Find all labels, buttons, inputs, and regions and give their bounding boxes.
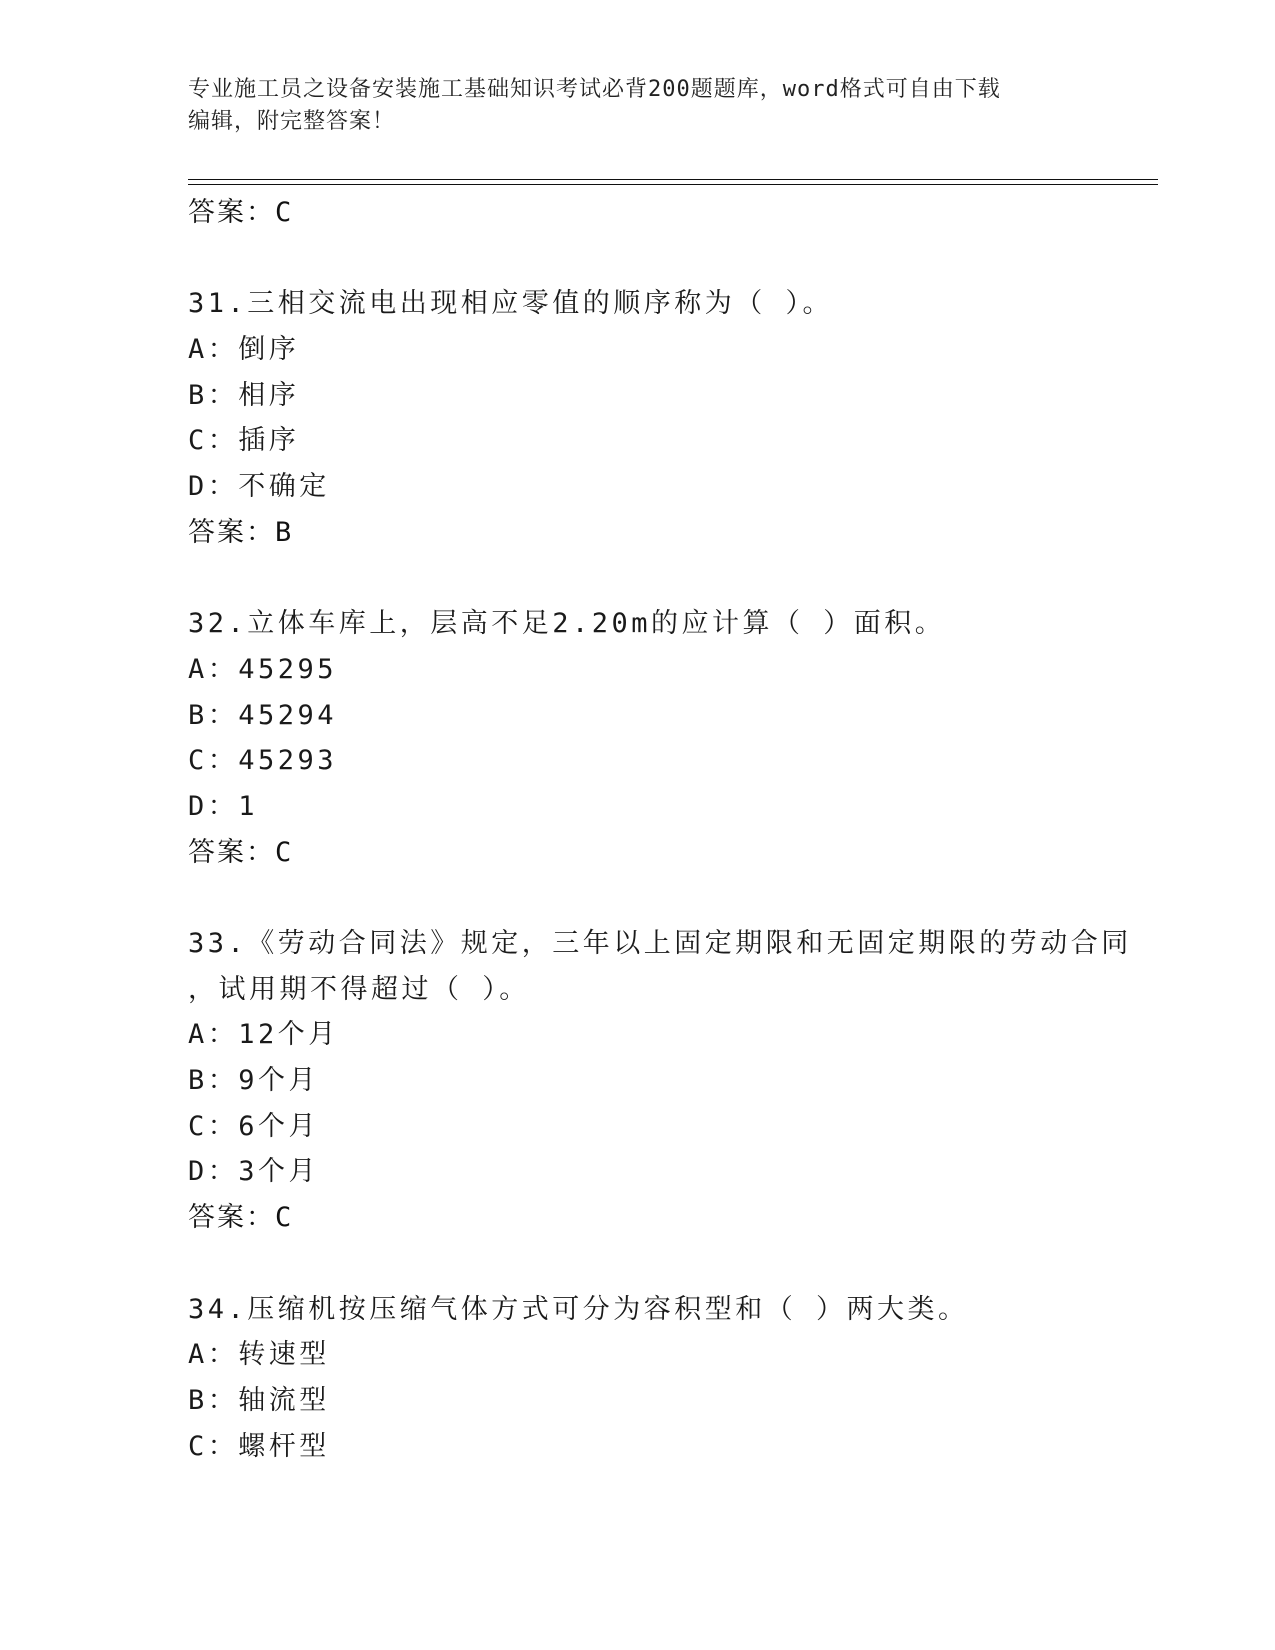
option-d: D：不确定: [188, 471, 330, 503]
answer-prev-question: 答案：C: [188, 197, 294, 228]
option-b: B：轴流型: [188, 1384, 330, 1416]
header-divider-bottom: [188, 184, 1158, 185]
answer: 答案：C: [188, 836, 294, 868]
question-32: [188, 601, 1088, 875]
header-title-line-2: 编辑，附完整答案！: [188, 109, 396, 134]
option-a: A：12个月: [188, 1019, 339, 1051]
answer: 答案：C: [188, 1202, 294, 1234]
document-header: [188, 74, 1088, 138]
question-34: [188, 1287, 1088, 1470]
option-b: B：相序: [188, 379, 300, 411]
question-stem-line-1: 33.《劳动合同法》规定，三年以上固定期限和无固定期限的劳动合同: [188, 928, 1132, 959]
question-stem-line-2: ，试用期不得超过（ ）。: [188, 973, 530, 1005]
header-divider-top: [188, 179, 1158, 180]
spacer: [188, 1241, 1088, 1287]
header-title-line-1: 专业施工员之设备安装施工基础知识考试必背200题题库，word格式可自由下载: [188, 77, 1001, 102]
question-stem: 34.压缩机按压缩气体方式可分为容积型和（ ）两大类。: [188, 1293, 969, 1325]
question-list: [188, 190, 1132, 1469]
option-c: C：6个月: [188, 1110, 320, 1142]
option-d: D：3个月: [188, 1156, 320, 1188]
option-b: B：9个月: [188, 1065, 320, 1097]
option-c: C：45293: [188, 745, 338, 777]
spacer: [188, 556, 1088, 602]
option-a: A：倒序: [188, 334, 300, 366]
option-a: A：45295: [188, 653, 338, 685]
option-a: A：转速型: [188, 1339, 330, 1371]
question-stem: 31.三相交流电出现相应零值的顺序称为（ ）。: [188, 288, 834, 320]
question-stem: 32.立体车库上，层高不足2.20m的应计算（ ）面积。: [188, 608, 946, 640]
option-d: D：1: [188, 790, 259, 822]
question-31: [188, 281, 1088, 555]
option-c: C：螺杆型: [188, 1430, 330, 1462]
answer: 答案：B: [188, 516, 294, 548]
option-b: B：45294: [188, 699, 338, 731]
spacer: [188, 236, 1088, 282]
spacer: [188, 875, 1088, 921]
question-33: [188, 921, 1132, 1241]
option-c: C：插序: [188, 425, 300, 457]
